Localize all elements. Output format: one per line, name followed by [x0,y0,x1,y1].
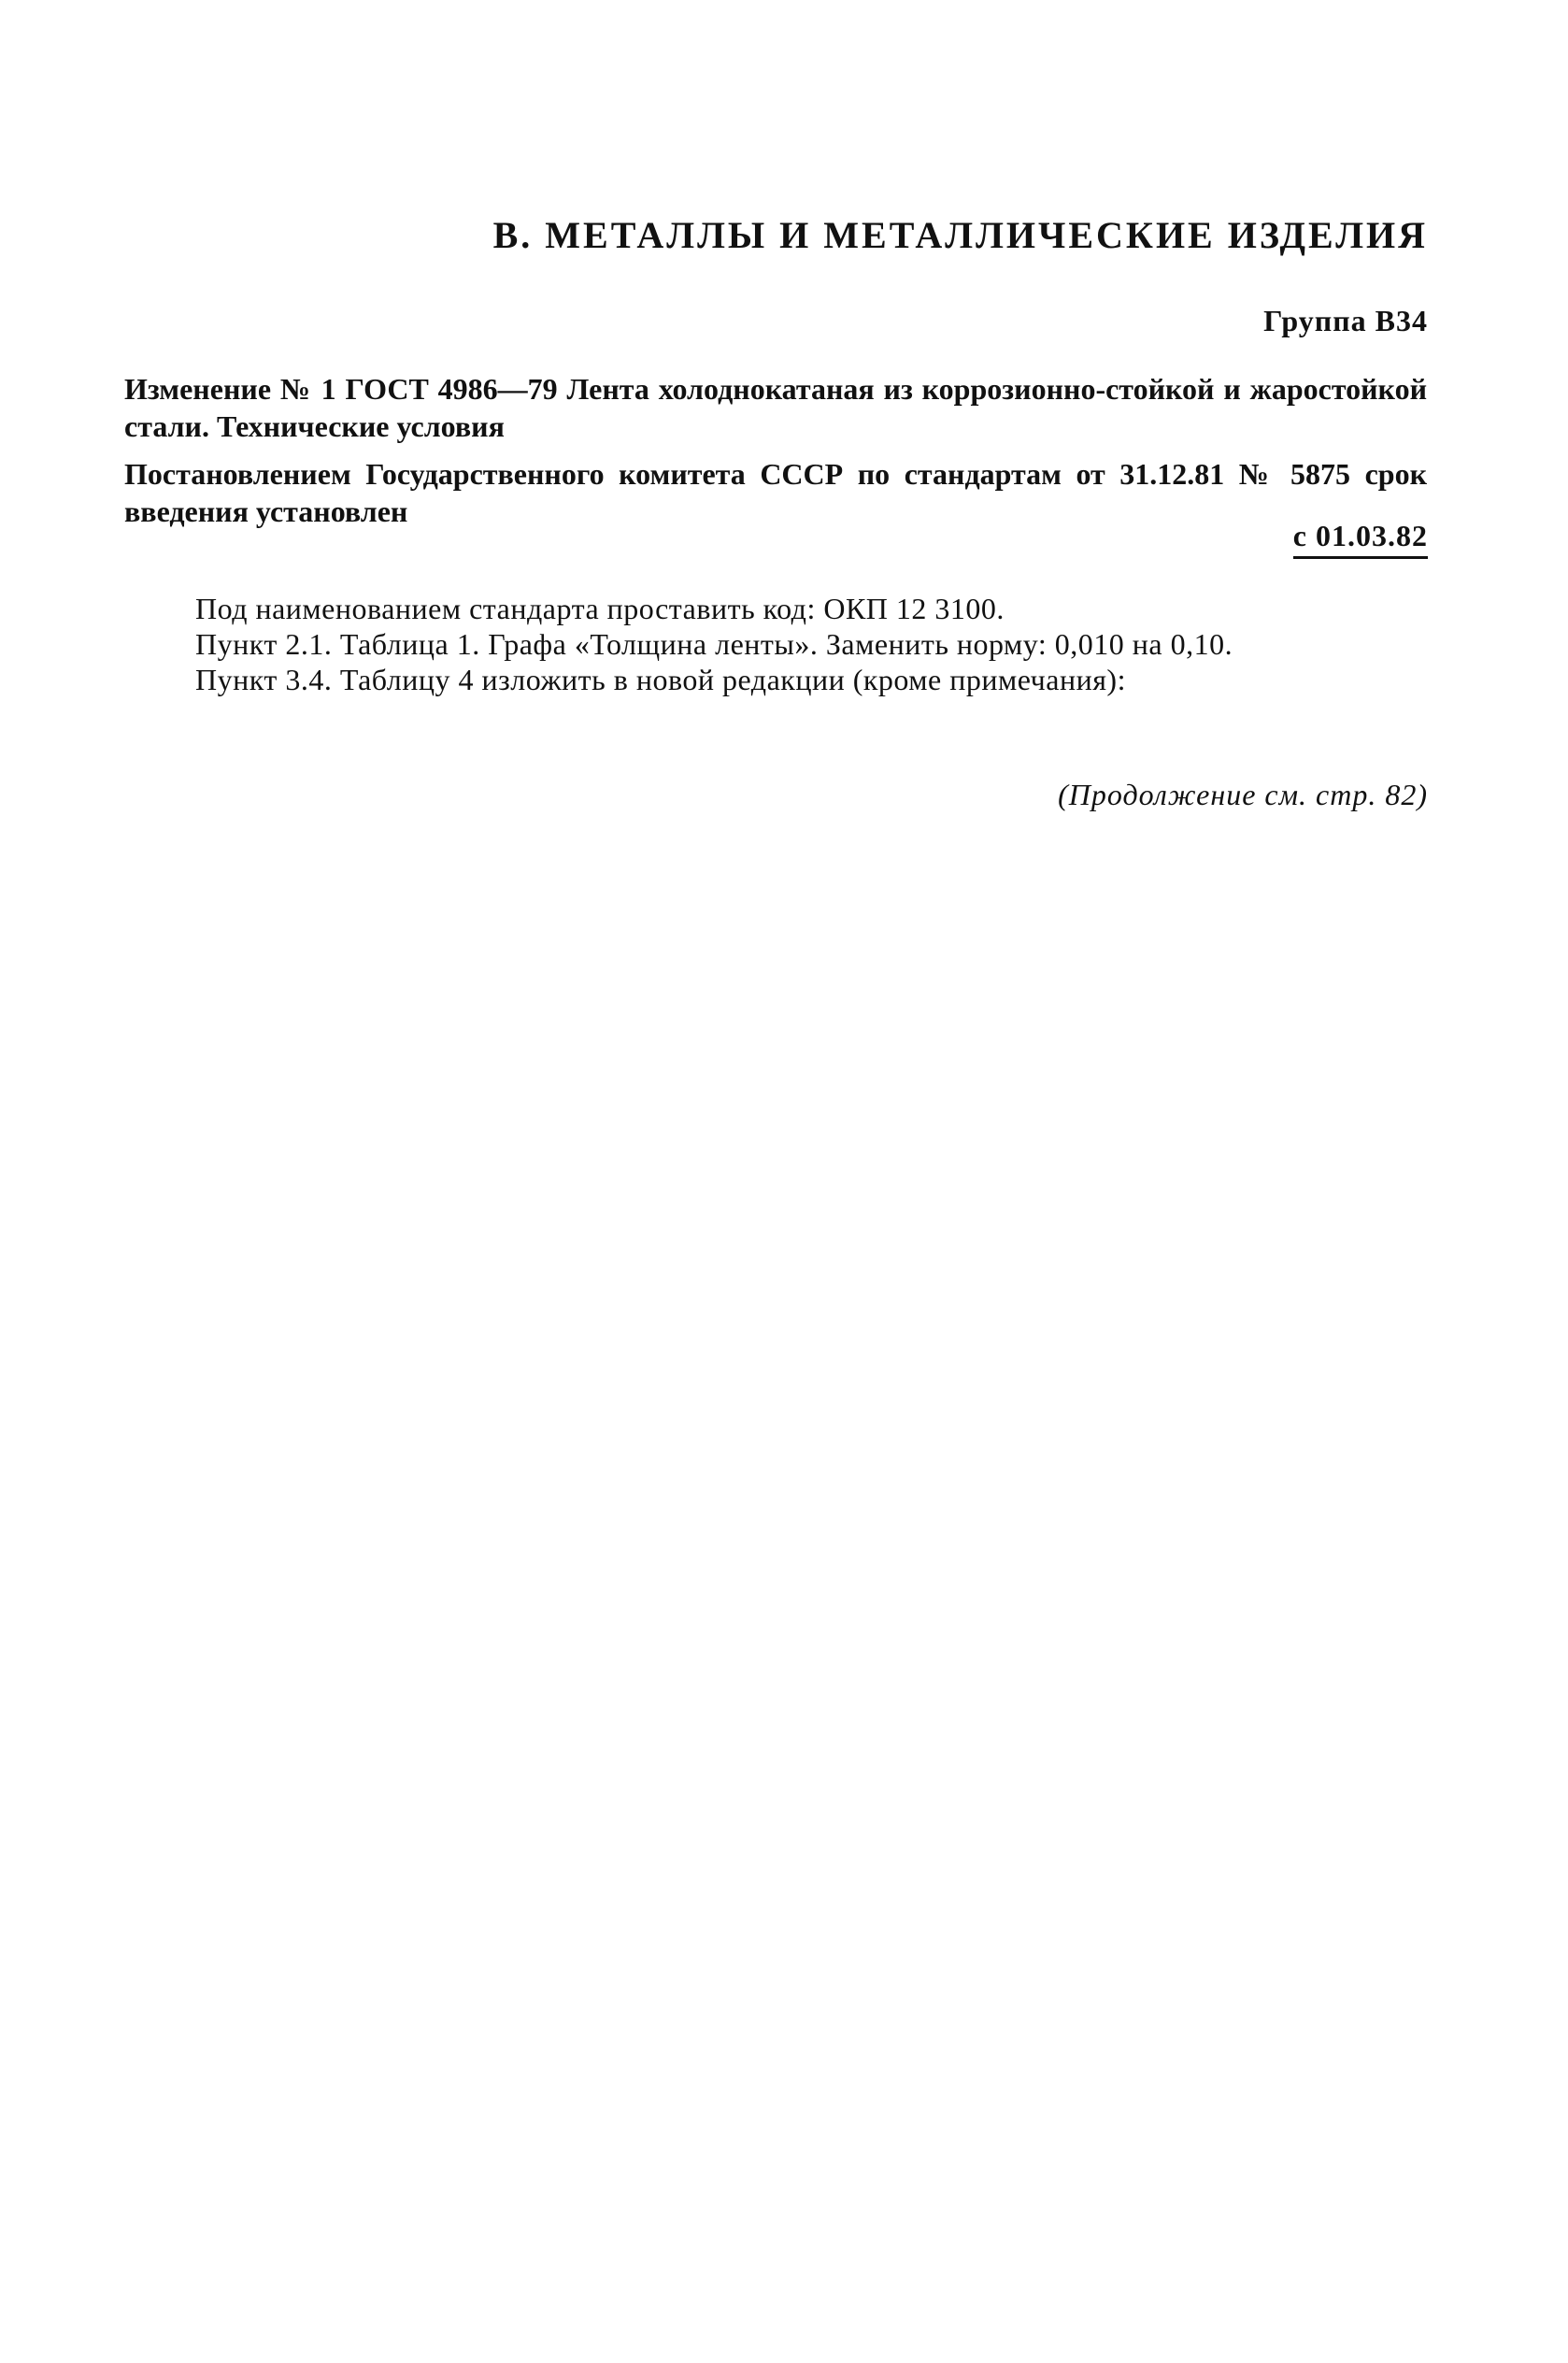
paragraph-okp-code: Под наименованием стандарта проставить код: ОКП 12 3100. [195,592,1005,625]
body-text [124,591,1427,697]
decree-text: Постановлением Государственного комитета СССР по стандартам от 31.12.81 № 5875 срок введения установлен [124,457,1427,528]
effective-date: с 01.03.82 [1293,519,1428,559]
amendment-title: Изменение № 1 ГОСТ 4986—79 Лента холоднокатаная из коррозионно-стойкой и жаростойкой стали. Технические условия [124,372,1427,443]
section-heading: В. МЕТАЛЛЫ И МЕТАЛЛИЧЕСКИЕ ИЗДЕЛИЯ [492,214,1428,256]
paragraph-table-4: Пункт 3.4. Таблицу 4 изложить в новой редакции (кроме примечания): [195,663,1126,696]
group-label: Группа В34 [1263,304,1428,337]
continuation-note: (Продолжение см. стр. 82) [1058,778,1428,811]
paragraph-table-1: Пункт 2.1. Таблица 1. Графа «Толщина ленты». Заменить норму: 0,010 на 0,10. [195,627,1233,661]
